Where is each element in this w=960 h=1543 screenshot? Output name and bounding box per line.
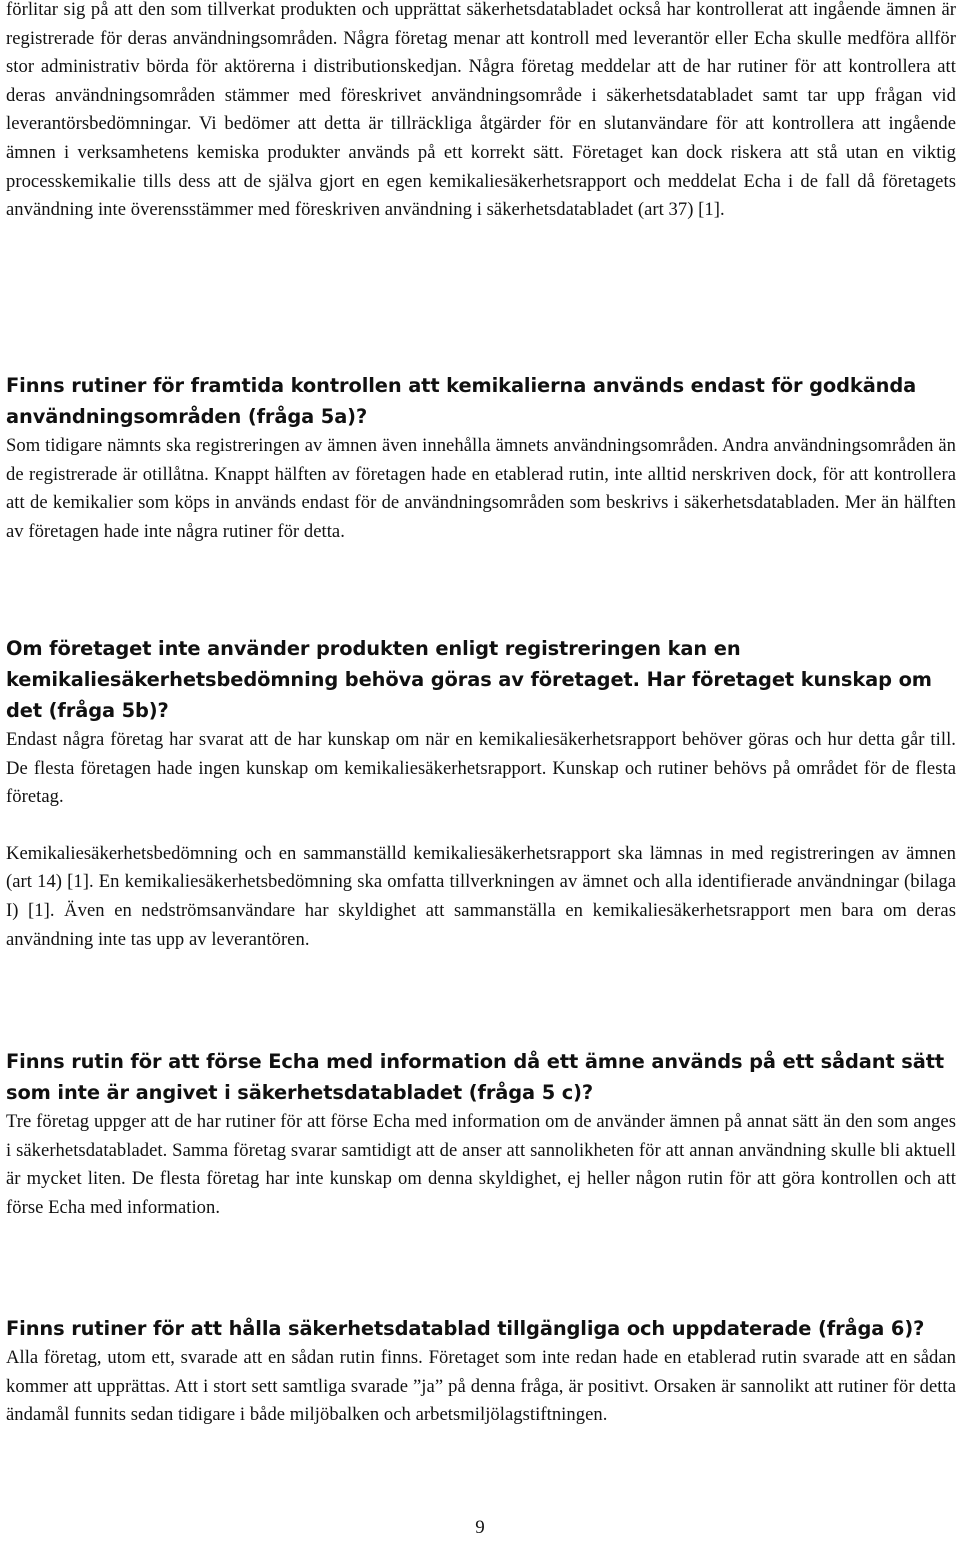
section-5c-heading: Finns rutin för att förse Echa med information då ett ämne används på ett sådant sätt som inte är angivet i säkerhetsdatabladet (fråga 5 c)? [6,1050,945,1104]
intro-section [6,0,956,225]
section-5a [6,370,956,546]
section-5a-paragraph: Som tidigare nämnts ska registreringen av ämnen även innehålla ämnets användningsområden. Andra användningsområden än de registrerade är otillåtna. Knappt hälften av företagen hade en etablerad rutin, inte alltid nerskriven dock, för att kontrollera att de kemikalier som köps in används endast för de användningsområden som beskrivs i säkerhetsdatabladen. Mer än hälften av företagen hade inte några rutiner för detta. [6,435,956,542]
section-5b [6,633,956,954]
section-6-heading: Finns rutiner för att hålla säkerhetsdatablad tillgängliga och uppdaterade (fråga 6)? [6,1317,925,1340]
intro-paragraph: förlitar sig på att den som tillverkat produkten och upprättat säkerhetsdatabladet också har kontrollerat att ingående ämnen är registrerade för deras användningsområden. Några företag menar att kontroll med leverantör eller Echa skulle medföra allför stor administrativ börda för aktörerna i distributionskedjan. Några företag meddelar att de har rutiner för att kontrollera att deras användningsområden stämmer med föreskrivet användningsområde i säkerhetsdatabladet samt tar upp frågan vid leverantörsbedömningar. Vi bedömer att detta är tillräckliga åtgärder för en slutanvändare för att kontrollera att ingående ämnen i verksamhetens kemiska produkter används på ett korrekt sätt. Företaget kan dock riskera att stå utan en viktig processkemikalie tills dess att de själva gjort en egen kemikaliesäkerhetsrapport och meddelat Echa i de fall då företagets användning inte överensstämmer med föreskriven användning i säkerhetsdatabladet (art 37) [1]. [6,0,956,221]
section-5c [6,1046,956,1222]
section-5c-paragraph: Tre företag uppger att de har rutiner för att förse Echa med information om de använder ämnen på annat sätt än den som anges i säkerhetsdatabladet. Samma företag svarar samtidigt att de anser att sannolikheten för att annan användning skulle bli aktuell är mycket liten. De flesta företag har inte kunskap om denna skyldighet, ej heller någon rutin för att göra kontrollen och att förse Echa med information. [6,1111,956,1218]
section-5b-paragraph-2: Kemikaliesäkerhetsbedömning och en sammanställd kemikaliesäkerhetsrapport ska lämnas in med registreringen av ämnen (art 14) [1]. En kemikaliesäkerhetsbedömning ska omfatta tillverkningen av ämnet och alla identifierade användningar (bilaga I) [1]. Även en nedströmsanvändare har skyldighet att sammanställa en kemikaliesäkerhetsrapport men bara om deras användning inte tas upp av leverantören. [6,842,956,950]
section-5b-paragraph-1: Endast några företag har svarat att de har kunskap om när en kemikaliesäkerhetsrapport behöver göras och hur detta går till. De flesta företagen hade ingen kunskap om kemikaliesäkerhetsrapport. Kunskap och rutiner behövs på området för de flesta företag. [6,729,956,808]
page-number: 9 [475,1517,485,1538]
section-5a-heading: Finns rutiner för framtida kontrollen att kemikalierna används endast för godkända användningsområden (fråga 5a)? [6,374,917,428]
section-5b-heading: Om företaget inte använder produkten enligt registreringen kan en kemikaliesäkerhetsbedömning behöva göras av företaget. Har företaget kunskap om det (fråga 5b)? [6,637,932,722]
section-6-paragraph: Alla företag, utom ett, svarade att en sådan rutin finns. Företaget som inte redan hade en etablerad rutin svarade att en sådan kommer att upprättas. Att i stort sett samtliga svarade ”ja” på denna fråga, är positivt. Orsaken är sannolikt att rutiner för detta ändamål funnits sedan tidigare i både miljöbalken och arbetsmiljölagstiftningen. [6,1347,956,1426]
section-6 [6,1313,956,1430]
